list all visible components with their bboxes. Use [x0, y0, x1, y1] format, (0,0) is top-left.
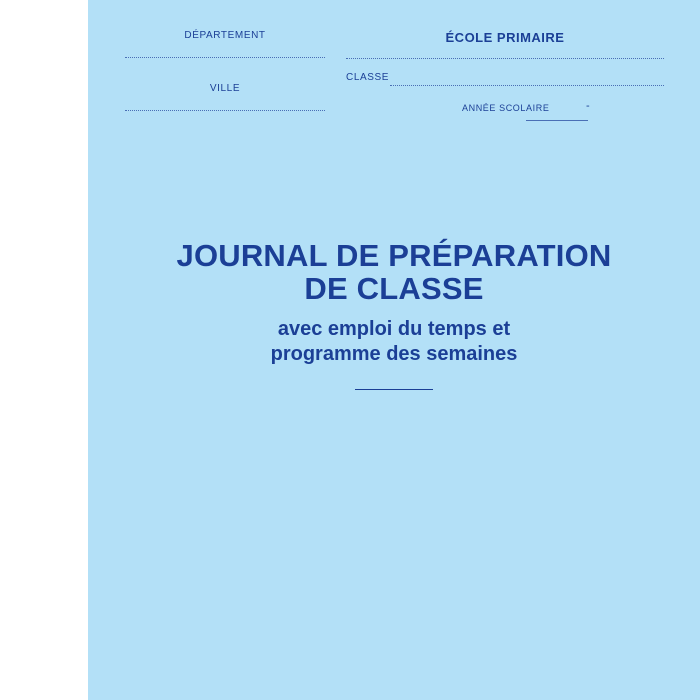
school-year-label: ANNÉE SCOLAIRE: [462, 103, 550, 113]
title-line-1: JOURNAL DE PRÉPARATION: [176, 238, 612, 273]
notebook-cover: [88, 0, 700, 700]
title-divider: [355, 389, 433, 390]
title-line-2: DE CLASSE: [304, 270, 484, 306]
city-label: VILLE: [209, 83, 241, 94]
cover-title-block: [88, 240, 700, 390]
department-label: DÉPARTEMENT: [184, 30, 266, 41]
cover-header: [88, 0, 700, 140]
school-year-write-line[interactable]: [526, 120, 588, 121]
school-year-separator: -: [586, 100, 590, 112]
subtitle-line-2: programme des semaines: [270, 343, 518, 366]
class-write-line[interactable]: [390, 85, 664, 86]
department-write-line[interactable]: [125, 57, 325, 58]
city-write-line[interactable]: [125, 110, 325, 111]
school-label: ÉCOLE PRIMAIRE: [445, 30, 565, 45]
class-label: CLASSE: [346, 72, 390, 83]
subtitle-line-1: avec emploi du temps et: [277, 318, 511, 341]
school-write-line[interactable]: [346, 58, 664, 59]
